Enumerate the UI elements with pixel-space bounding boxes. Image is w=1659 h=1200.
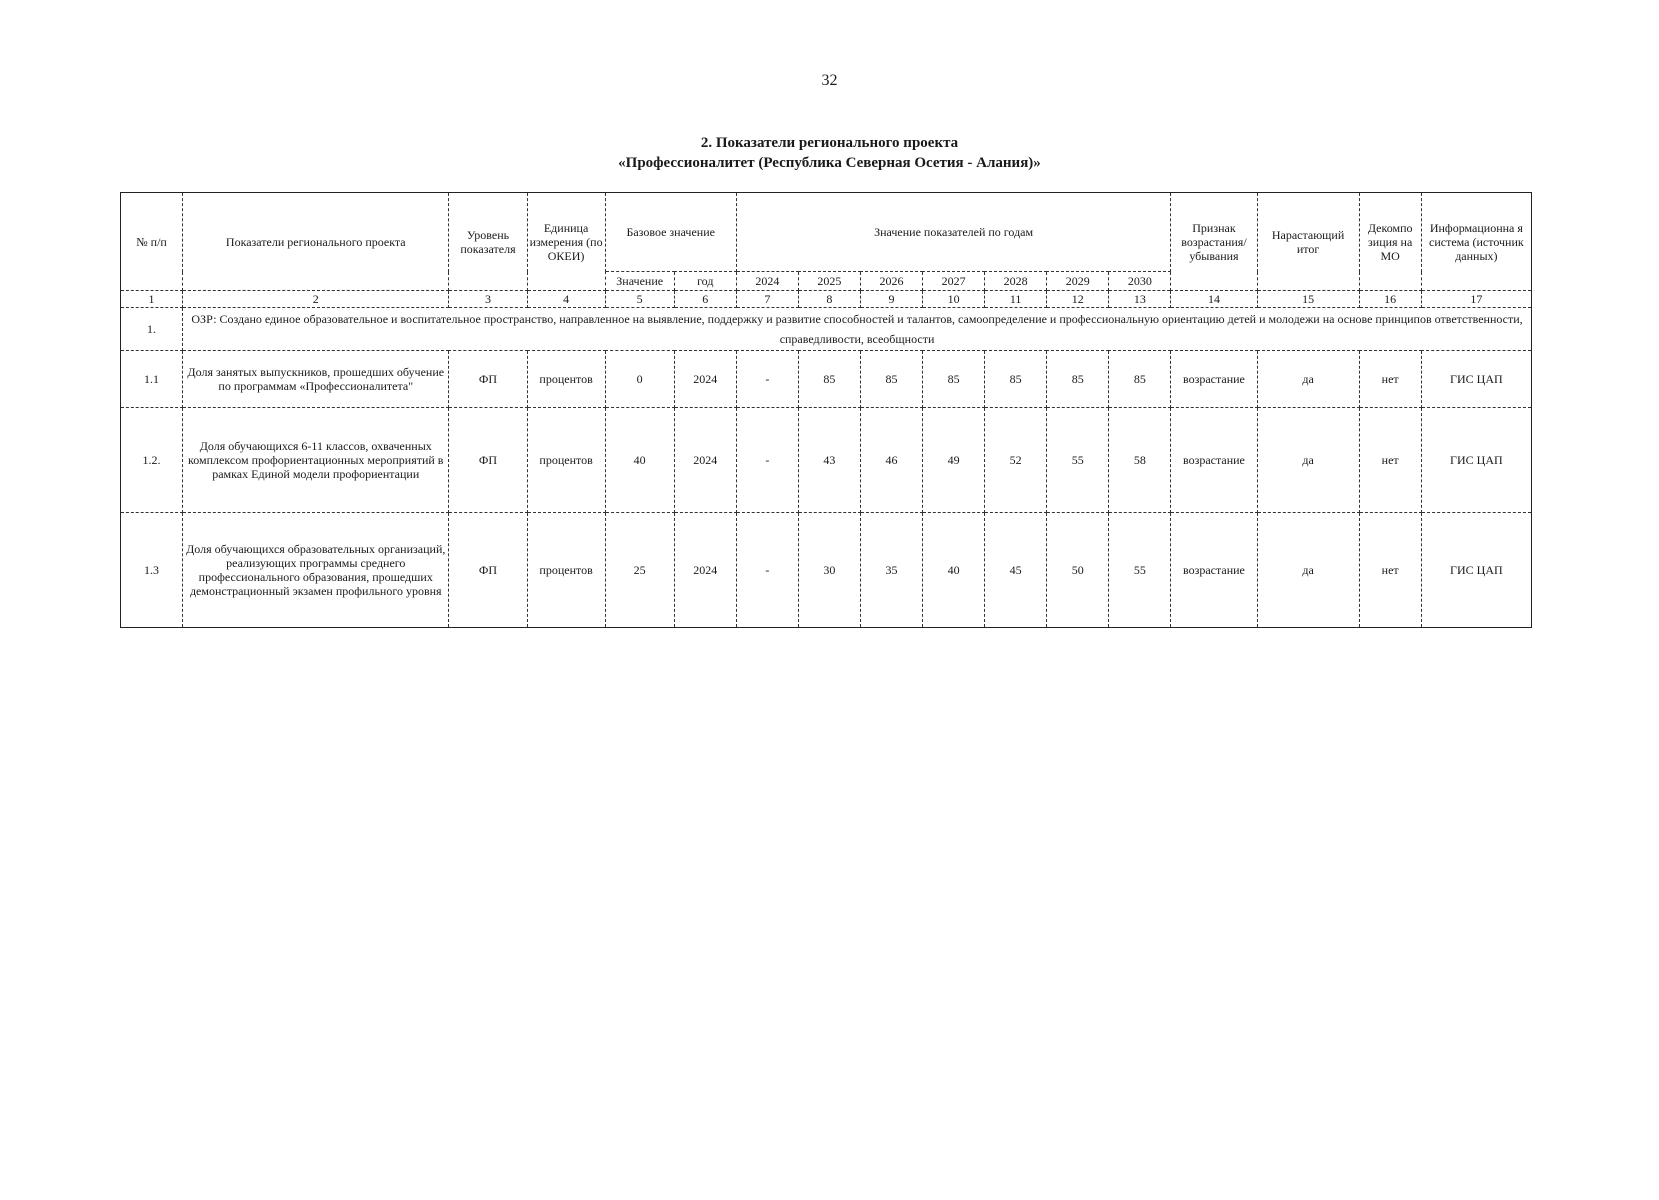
table-row (121, 408, 1532, 513)
row-year-value: 35 (860, 513, 922, 628)
column-number: 7 (736, 291, 798, 308)
header-base-year: год (674, 272, 736, 291)
row-year-value: 50 (1047, 513, 1109, 628)
row-decomposition: нет (1359, 408, 1421, 513)
row-unit: процентов (527, 351, 605, 408)
row-base-value: 0 (605, 351, 674, 408)
row-trend: возрастание (1171, 351, 1257, 408)
header-year: 2026 (860, 272, 922, 291)
row-indicator: Доля обучающихся 6-11 классов, охваченных комплексом профориентационных мероприятий в рамках Единой модели профориентации (183, 408, 449, 513)
column-number: 4 (527, 291, 605, 308)
table-row (121, 513, 1532, 628)
row-year-value: 49 (923, 408, 985, 513)
header-info-system: Информационна я система (источник данных) (1421, 193, 1531, 291)
row-year-value: 45 (985, 513, 1047, 628)
row-decomposition: нет (1359, 513, 1421, 628)
header-by-years: Значение показателей по годам (736, 193, 1171, 272)
header-indicator: Показатели регионального проекта (183, 193, 449, 291)
indicators-table (120, 192, 1532, 628)
header-cumulative: Нарастающий итог (1257, 193, 1359, 291)
row-year-value: 85 (798, 351, 860, 408)
row-year-value: 52 (985, 408, 1047, 513)
row-year-value: 58 (1109, 408, 1171, 513)
header-num: № п/п (121, 193, 183, 291)
column-number-row (121, 291, 1532, 308)
row-year-value: 85 (1047, 351, 1109, 408)
header-year: 2025 (798, 272, 860, 291)
row-num: 1.1 (121, 351, 183, 408)
row-year-value: 85 (985, 351, 1047, 408)
row-base-year: 2024 (674, 513, 736, 628)
column-number: 9 (860, 291, 922, 308)
column-number: 6 (674, 291, 736, 308)
row-indicator: Доля обучающихся образовательных организаций, реализующих программы среднего профессионального образования, прошедших демонстрационный экзамен профильного уровня (183, 513, 449, 628)
header-unit: Единица измерения (по ОКЕИ) (527, 193, 605, 291)
document-title (0, 133, 1659, 173)
header-level: Уровень показателя (449, 193, 527, 291)
row-year-value: 43 (798, 408, 860, 513)
row-year-value: 55 (1047, 408, 1109, 513)
row-level: ФП (449, 513, 527, 628)
header-year: 2028 (985, 272, 1047, 291)
row-year-value: 85 (923, 351, 985, 408)
header-year: 2024 (736, 272, 798, 291)
row-info-system: ГИС ЦАП (1421, 513, 1531, 628)
table-row (121, 351, 1532, 408)
column-number: 8 (798, 291, 860, 308)
row-num: 1.3 (121, 513, 183, 628)
row-level: ФП (449, 351, 527, 408)
row-decomposition: нет (1359, 351, 1421, 408)
goal-text: ОЗР: Создано единое образовательное и воспитательное пространство, направленное на выявление, поддержку и развитие способностей и талантов, самоопределение и профессиональную ориентацию детей и молодежи на основе принципов ответственности, справедливости, всеобщности (183, 308, 1532, 351)
column-number: 5 (605, 291, 674, 308)
row-indicator: Доля занятых выпускников, прошедших обучение по программам «Профессионалитета" (183, 351, 449, 408)
column-number: 12 (1047, 291, 1109, 308)
column-number: 15 (1257, 291, 1359, 308)
row-unit: процентов (527, 408, 605, 513)
row-cumulative: да (1257, 351, 1359, 408)
row-info-system: ГИС ЦАП (1421, 351, 1531, 408)
row-year-value: - (736, 351, 798, 408)
header-year: 2027 (923, 272, 985, 291)
header-year: 2030 (1109, 272, 1171, 291)
column-number: 13 (1109, 291, 1171, 308)
row-year-value: 85 (860, 351, 922, 408)
column-number: 3 (449, 291, 527, 308)
row-num: 1.2. (121, 408, 183, 513)
header-year: 2029 (1047, 272, 1109, 291)
row-info-system: ГИС ЦАП (1421, 408, 1531, 513)
row-year-value: 40 (923, 513, 985, 628)
column-number: 17 (1421, 291, 1531, 308)
header-row (121, 193, 1532, 272)
row-level: ФП (449, 408, 527, 513)
row-base-year: 2024 (674, 408, 736, 513)
row-year-value: 30 (798, 513, 860, 628)
column-number: 11 (985, 291, 1047, 308)
row-cumulative: да (1257, 513, 1359, 628)
header-base: Базовое значение (605, 193, 736, 272)
header-trend: Признак возрастания/ убывания (1171, 193, 1257, 291)
row-cumulative: да (1257, 408, 1359, 513)
row-base-value: 40 (605, 408, 674, 513)
row-year-value: 85 (1109, 351, 1171, 408)
row-trend: возрастание (1171, 408, 1257, 513)
goal-row (121, 308, 1532, 351)
row-trend: возрастание (1171, 513, 1257, 628)
column-number: 16 (1359, 291, 1421, 308)
column-number: 10 (923, 291, 985, 308)
column-number: 14 (1171, 291, 1257, 308)
page-number: 32 (821, 72, 838, 89)
row-year-value: - (736, 408, 798, 513)
row-year-value: - (736, 513, 798, 628)
goal-num: 1. (121, 308, 183, 351)
row-year-value: 46 (860, 408, 922, 513)
row-year-value: 55 (1109, 513, 1171, 628)
title-line-1: 2. Показатели регионального проекта (700, 135, 959, 151)
title-line-2: «Профессионалитет (Республика Северная Осетия - Алания)» (618, 155, 1041, 171)
row-base-year: 2024 (674, 351, 736, 408)
row-base-value: 25 (605, 513, 674, 628)
header-base-value: Значение (605, 272, 674, 291)
header-decomposition: Декомпо зиция на МО (1359, 193, 1421, 291)
column-number: 2 (183, 291, 449, 308)
column-number: 1 (121, 291, 183, 308)
row-unit: процентов (527, 513, 605, 628)
